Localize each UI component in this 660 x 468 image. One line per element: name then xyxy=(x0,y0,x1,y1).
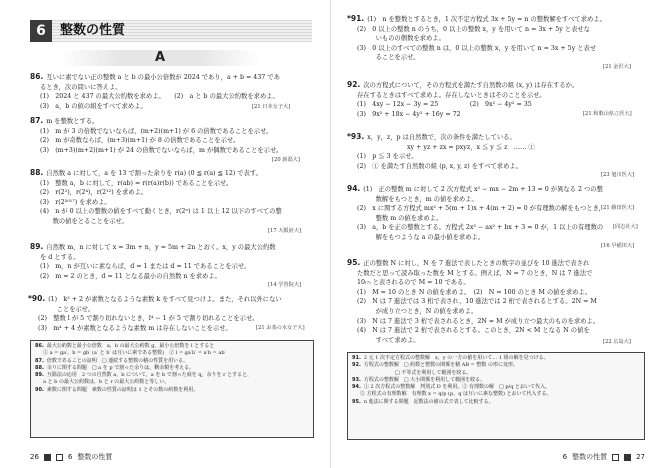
problem-text: (3) N は 7 進法で 3 桁で表されるとき，2N = M が成り立つ最大のものを求めよ。 xyxy=(357,317,600,325)
problem-text: (3) 0 以上のすべての整数 n は，0 以上の整数 x，y を用いて n = 3x + 5y と表せ xyxy=(357,44,597,52)
problem-number: 94. xyxy=(347,184,361,193)
problem-91 xyxy=(347,14,606,63)
problem-text: (4) n が 0 以上の整数の値をすべて動くとき，r(2ⁿ) は 1 以上 12 以下のすべての整 xyxy=(40,208,282,216)
footer-title: 整数の性質 xyxy=(572,453,608,461)
problem-text: 存在するときはすべて求めよ。存在しないときはそのことを示せ。 xyxy=(357,91,546,99)
hint-row: □ 不等式を利用して範囲を絞る。 xyxy=(355,369,472,376)
hint-row: 88. 余りに関する問題 □ a を p で割った余りは，剰余類を考える。 xyxy=(35,364,195,371)
footer-chapter: 6 xyxy=(562,453,568,461)
problem-text: 自然数 m，n に対して x = 3m + n，y = 5m + 2n とおく。x，y の最大公約数 xyxy=(46,244,276,251)
problem-number: 88. xyxy=(30,168,44,177)
problem-text: (2) m が奇数ならば，(m+3)(m+1) が 8 の倍数であることを示せ。 xyxy=(40,137,240,145)
problem-text: (1) 2024 と 437 の最大公約数を求めよ。 (2) a と b の最大公約数を求めよ。 xyxy=(40,93,279,101)
problem-text: (2) x に関する方程式 mx² + 5(m + 1)x + 4(m + 2) = 0 が有理数の解をもつとき， xyxy=(357,205,605,213)
chapter-title: 整数の性質 xyxy=(60,23,126,38)
source-citation: [23 旭川医大] xyxy=(601,172,635,178)
hint-row: ② 方程式の有理数解 有理数 x = q/p (p，q は互いに素な整数) とおいて代入する。 xyxy=(355,391,552,398)
section-label: A xyxy=(60,50,260,66)
source-citation: [同志社大] xyxy=(613,224,638,230)
hint-row: 89. 互除法の応用 2 つの自然数 a，b について，a を b で割った商を q，余りを r とすると， xyxy=(35,372,253,379)
hint-row: 93. 方程式の整数解 □ 大小関係を利用して範囲を絞る。 xyxy=(352,376,486,383)
problem-text: m を整数とする。 xyxy=(46,118,99,125)
hint-row: 91. 2 元 1 次不定方程式の整数解 x，y の一方の値を用いて… 1 組の解を見つける。 xyxy=(352,355,549,361)
footer-title: 整数の性質 xyxy=(77,453,113,461)
problem-86 xyxy=(30,72,280,111)
problem-text: 互いに素でない正の整数 a と b の最小公倍数が 2024 であり，a + b = 437 であ xyxy=(46,74,280,81)
problem-92 xyxy=(347,80,578,119)
problem-text: (3) r(2²⁰¹⁷) を求めよ。 xyxy=(40,198,111,206)
problem-number: 86. xyxy=(30,72,44,81)
hint-box xyxy=(30,340,314,438)
problem-94 xyxy=(347,184,605,243)
problem-number: 87. xyxy=(30,116,44,125)
hint-row: 87. 倍数であることの証明 □ 連続する整数の積の性質を用いる。 xyxy=(35,357,189,364)
problem-text: ことを示せ。 xyxy=(44,305,95,313)
page-footer xyxy=(563,452,645,462)
hint-row: a と b の最大公約数は，b と r の最大公約数と等しい。 xyxy=(38,379,170,386)
hint-box xyxy=(347,352,645,440)
hint-row: 86. 最大公約数と最小公倍数 a，b の最大公約数 g，最小公倍数を l とすると xyxy=(35,343,215,349)
problem-text: (3) 9x² + 18x − 4y² + 16y = 72 xyxy=(357,110,461,118)
source-citation: [17 大阪府大] xyxy=(268,228,302,234)
problem-text: るとき，次の問いに答えよ。 xyxy=(40,83,122,91)
source-citation: [14 学習院大] xyxy=(268,282,302,288)
right-page xyxy=(330,0,660,468)
problem-93 xyxy=(347,132,535,171)
page-number: 26 xyxy=(30,453,39,461)
problem-text: 数解をもつとき，m の値を求めよ。 xyxy=(363,195,478,203)
problem-text: (1) n を整数とするとき，1 次不定方程式 3x + 5y = n の整数解をすべて求めよ。 xyxy=(367,16,606,23)
problem-text: (1) k² + 2 が素数となるような素数 k をすべて見つけよ。また，それ以外にない xyxy=(48,296,282,303)
problem-text: 正の整数 N に対し，N を 7 進法で表したときの数字の並びを 10 進法で表され xyxy=(363,260,590,267)
problem-text: (1) M = 10 のとき N の値を求めよ。 (2) N = 100 のとき M の値を求めよ。 xyxy=(357,288,592,296)
problem-text: (2) r(2²)，r(2⁴)，r(2¹²) を求めよ。 xyxy=(40,189,148,197)
problem-88 xyxy=(30,168,282,227)
problem-number: *91. xyxy=(347,14,365,23)
problem-text: を d とする。 xyxy=(40,253,80,261)
problem-90 xyxy=(28,294,282,333)
chapter-number: 6 xyxy=(30,20,52,42)
hint-row: 94. ① 2 次方程式の整数解 判別式 D を利用。② 有理数の解 □ p/q とおいて代入。 xyxy=(352,384,550,391)
problem-87 xyxy=(30,116,282,155)
source-citation: [16 早稲田大] xyxy=(601,243,635,249)
problem-text: (2) ① を満たす自然数の組 (p, x, y, z) をすべて求めよ。 xyxy=(357,162,522,170)
problem-number: 95. xyxy=(347,258,361,267)
page-footer xyxy=(30,452,112,462)
source-citation: [21 金沢大] xyxy=(603,64,631,70)
source-citation: [21 日本女子大] xyxy=(252,104,291,110)
problem-text: (2) m = 2 のとき，d = 11 となる最小の自然数 n を求めよ。 xyxy=(40,272,221,280)
problem-number: *93. xyxy=(347,132,365,141)
hint-row: 92. 方程式の整数解 □ 約数と整数の関係を積 AB = 整数 の形に変形。 xyxy=(352,362,519,369)
problem-text: (2) 整数 l が 5 で割り切れないとき，l⁴ − 1 が 5 で割り切れることを示せ。 xyxy=(38,315,259,323)
problem-text: (3) a，b を正の整数とする。方程式 2x³ − ax² + bx + 3 = 0 が，1 以上の有理数の xyxy=(357,224,604,232)
hint-row: 90. 素数に関する問題 素数の性質の証明は 1 とその数の約数を利用。 xyxy=(35,386,199,393)
hint-row: ① a = ga′，b = gb′ (a′ と b′ は互いに素である整数) ② l = ga′b′ = a′b = ab′ xyxy=(38,350,226,357)
source-citation: [21 藤田医大] xyxy=(601,205,635,211)
problem-text: (4) N は 7 進法で 2 桁で表されるとする。このとき，2N < M となる N の値を xyxy=(357,327,590,335)
square-icon xyxy=(612,454,619,461)
square-icon xyxy=(56,454,63,461)
problem-text: x，y，z，p は自然数で，次の条件を満たしている。 xyxy=(367,134,516,141)
problem-89 xyxy=(30,242,276,281)
problem-text: (1) 正の整数 m に対して 2 次方程式 x² − mx − 2m + 13 = 0 が異なる 2 つの整 xyxy=(363,186,603,193)
problem-text: (2) N は 7 進法では 3 桁で表され，10 進法では 2 桁で表されるとする。2N = M xyxy=(357,298,597,306)
problem-text: (3) a，b の値の組をすべて求めよ。 xyxy=(40,102,147,110)
square-icon xyxy=(624,454,631,461)
problem-text: (3) m⁴ + 4 が素数となるような素数 m は存在しないことを示せ。 xyxy=(38,324,232,332)
problem-text: (1) 整数 a，b に対して，r(ab) = r(r(a)r(b)) であることを示せ。 xyxy=(40,179,233,187)
square-icon xyxy=(44,454,51,461)
problem-text: (1) 4xy − 12x − 3y = 25 (2) 9x² − 4y² = 35 xyxy=(357,101,532,109)
problem-text: いものの個数を求めよ。 xyxy=(363,35,445,43)
problem-text: 10₍₇₎ と表されるので M = 10 である。 xyxy=(357,279,470,287)
hint-row: 95. n 進法に関する問題 記数法の値の式で表して比較する。 xyxy=(352,398,494,405)
problem-text: (1) p ≦ 3 を示せ。 xyxy=(357,153,418,161)
problem-number: *90. xyxy=(28,294,46,303)
source-citation: [22 広島大] xyxy=(603,339,631,345)
problem-text: た数だと思って読み取った数を M とする。例えば，N = 7 のとき，N は 7 進法で xyxy=(357,269,593,277)
problem-text: が成り立つとき，N の値を求めよ。 xyxy=(363,307,478,315)
problem-text: 整数 m の値を求めよ。 xyxy=(363,214,443,222)
problem-text: (3) (m+3)(m+2)(m+1) が 24 の倍数でないならば，m が偶数であることを示せ。 xyxy=(40,146,283,154)
source-citation: [21 和歌山県立医大] xyxy=(583,111,632,117)
source-citation: [21 お茶の水女子大] xyxy=(256,325,305,331)
footer-chapter: 6 xyxy=(67,453,73,461)
source-citation: [20 新潟大] xyxy=(272,157,300,163)
problem-text: (1) m，n が互いに素ならば，d = 1 または d = 11 であることを示せ。 xyxy=(40,263,251,271)
problem-text: (1) m が 3 の倍数でないならば，(m+2)(m+1) が 6 の倍数であることを示せ。 xyxy=(40,127,273,135)
chapter-header xyxy=(30,20,312,42)
page-number: 27 xyxy=(636,453,645,461)
problem-text: 自然数 a に対して，a を 13 で割った余りを r(a) (0 ≦ r(a) ≦ 12) で表す。 xyxy=(46,170,262,177)
problem-equation: xy + yz + zx = pxyz，x ≦ y ≦ z …… ① xyxy=(407,143,535,151)
problem-text: ることを示せ。 xyxy=(363,54,420,62)
problem-text: 解をもつような a の最小値を求めよ。 xyxy=(363,233,485,241)
problem-text: すべて求めよ。 xyxy=(363,336,420,344)
problem-text: 数の値をとることを示せ。 xyxy=(40,217,128,225)
problem-text: 次の方程式について，その方程式を満たす自然数の組 (x, y) は存在するか。 xyxy=(363,82,579,89)
problem-text: (2) 0 以上の整数 n のうち，0 以上の整数 x，y を用いて n = 3x + 5y と表せな xyxy=(357,25,590,33)
problem-95 xyxy=(347,258,599,345)
problem-number: 89. xyxy=(30,242,44,251)
problem-number: 92. xyxy=(347,80,361,89)
